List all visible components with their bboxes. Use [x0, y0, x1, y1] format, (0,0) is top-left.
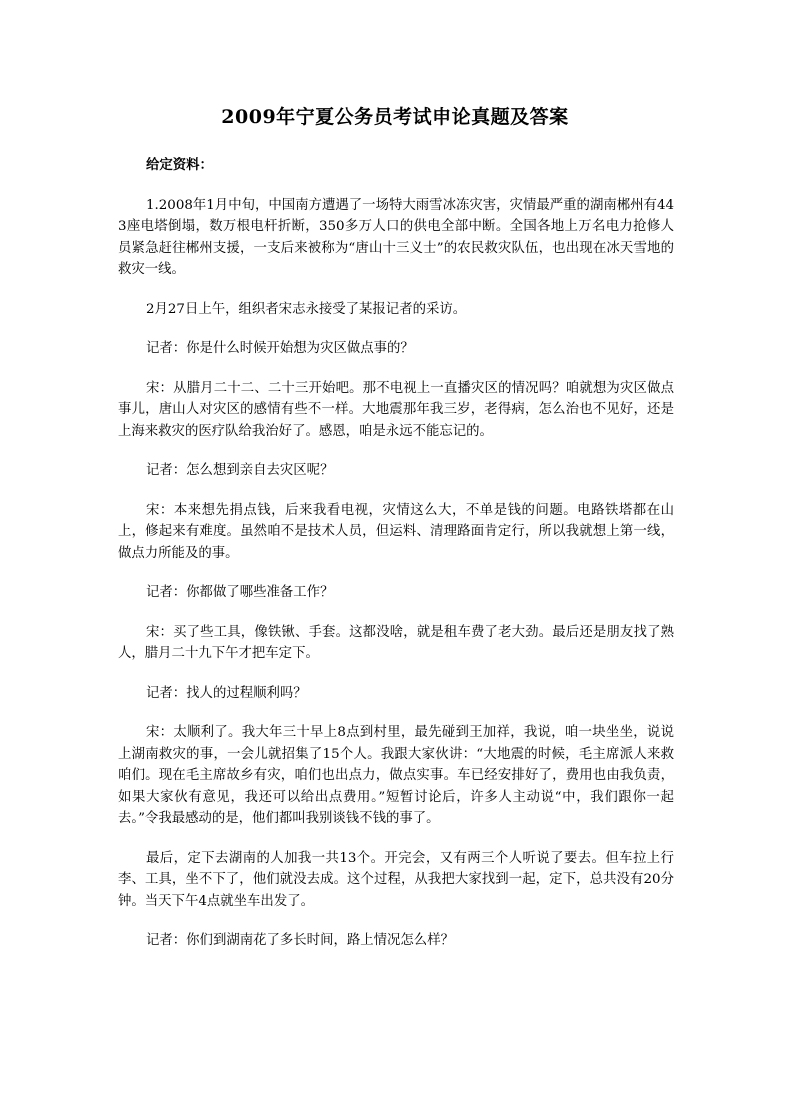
paragraph: 记者：你是什么时候开始想为灾区做点事的？: [146, 341, 414, 356]
paragraph: 宋：买了些工具，像铁锹、手套。这都没啥，就是租车费了老大劲。最后还是朋友找了熟人，腊月二十九下午才把车定下。: [118, 624, 674, 661]
document-body: [118, 155, 674, 970]
paragraph: 最后，定下去湖南的人加我一共13个。开完会，又有两三个人听说了要去。但车拉上行李、工具，坐不下了，他们就没去成。这个过程，从我把大家找到一起，定下，总共没有20分钟。当天下午4点就坐车出发了。: [118, 850, 674, 909]
paragraph: 记者：你们到湖南花了多长时间，路上情况怎么样？: [146, 933, 454, 948]
section-heading: 给定资料：: [146, 157, 213, 173]
paragraph: 宋：太顺利了。我大年三十早上8点到村里，最先碰到王加祥，我说，咱一块坐坐，说说上湖南救灾的事，一会儿就招集了15个人。我跟大家伙讲：“大地震的时候，毛主席派人来救咱们。现在毛主席故乡有灾，咱们也出点力，做点实事。车已经安排好了，费用也由我负责，如果大家伙有意见，我还可以给出点费用。”短暂讨论后，许多人主动说“中，我们跟你一起去。”令我最感动的是，他们都叫我别谈钱不钱的事了。: [118, 725, 674, 826]
paragraph: 记者：找人的过程顺利吗？: [146, 685, 307, 701]
paragraph: 1.2008年1月中旬，中国南方遭遇了一场特大雨雪冰冻灾害，灾情最严重的湖南郴州有443座电塔倒塌，数万根电杆折断，350多万人口的供电全部中断。全国各地上万名电力抢修人员紧急赶往郴州支援，一支后来被称为“唐山十三义士”的农民救灾队伍，也出现在冰天雪地的救灾一线。: [118, 197, 674, 277]
paragraph: 宋：本来想先捐点钱，后来我看电视，灾情这么大，不单是钱的问题。电路铁塔都在山上，修起来有难度。虽然咱不是技术人员，但运料、清理路面肯定行，所以我就想上第一线，做点力所能及的事。: [118, 502, 674, 561]
paragraph: 2月27日上午，组织者宋志永接受了某报记者的采访。: [146, 301, 467, 317]
paragraph: 记者：你都做了哪些准备工作？: [146, 585, 334, 600]
document-title: 2009年宁夏公务员考试申论真题及答案: [221, 106, 569, 128]
paragraph: 宋：从腊月二十二、二十三开始吧。那不电视上一直播灾区的情况吗？咱就想为灾区做点事儿，唐山人对灾区的感情有些不一样。大地震那年我三岁，老得病，怎么治也不见好，还是上海来救灾的医疗队给我治好了。感恩，咱是永远不能忘记的。: [118, 380, 674, 439]
paragraph: 记者：怎么想到亲自去灾区呢？: [146, 463, 334, 478]
